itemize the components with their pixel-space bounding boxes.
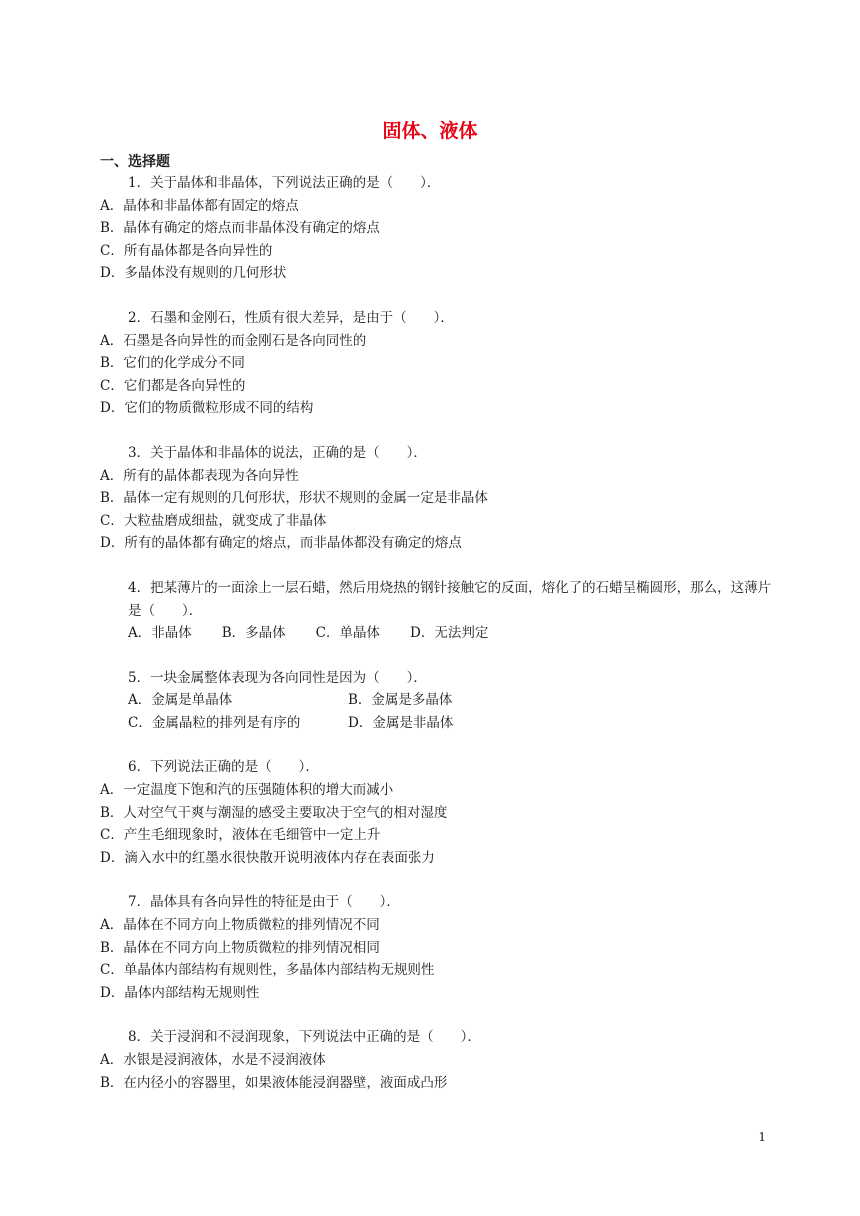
option-d: D．所有的晶体都有确定的熔点，而非晶体都没有确定的熔点: [100, 535, 462, 552]
question-3: [100, 442, 780, 555]
question-list: [100, 172, 780, 1116]
question-2: [100, 307, 780, 420]
option-a: A．晶体在不同方向上物质微粒的排列情况不同: [100, 917, 380, 934]
option-b: B．多晶体: [221, 625, 286, 642]
question-stem: 4．把某薄片的一面涂上一层石蜡，然后用烧热的钢针接触它的反面，熔化了的石蜡呈椭圆形，那么，这薄片是（ ）．: [128, 579, 772, 619]
question-stem: 1．关于晶体和非晶体，下列说法正确的是（ ）．: [128, 175, 441, 191]
option-b: B．它们的化学成分不同: [100, 355, 245, 372]
option-a: A．所有的晶体都表现为各向异性: [100, 467, 299, 484]
section-heading: 一、选择题: [100, 154, 170, 170]
question-5: [100, 667, 780, 735]
page-title: 固体、液体: [382, 120, 478, 142]
question-stem: 6．下列说法正确的是（ ）．: [128, 759, 319, 776]
options-row: [100, 622, 780, 645]
option-c: C．它们都是各向异性的: [100, 377, 246, 394]
question-stem: 7．晶体具有各向异性的特征是由于（ ）．: [128, 894, 400, 911]
option-b: B．晶体在不同方向上物质微粒的排列情况相同: [100, 939, 380, 956]
option-c: C．金属晶粒的排列是有序的: [128, 714, 301, 731]
question-6: [100, 756, 780, 869]
option-b: B．晶体一定有规则的几何形状，形状不规则的金属一定是非晶体: [100, 490, 488, 507]
option-d: D．滴入水中的红墨水很快散开说明液体内存在表面张力: [100, 849, 435, 866]
option-d: D．多晶体没有规则的几何形状: [100, 265, 287, 282]
option-a: A．晶体和非晶体都有固定的熔点: [100, 197, 299, 214]
question-stem: 3．关于晶体和非晶体的说法，正确的是（ ）．: [128, 444, 427, 461]
options-row: [100, 689, 780, 712]
option-a: A．水银是浸润液体，水是不浸润液体: [100, 1052, 326, 1068]
option-a: A．非晶体: [128, 625, 192, 642]
option-a: A．石墨是各向异性的而金刚石是各向同性的: [100, 332, 367, 349]
page-number: 1: [758, 1130, 766, 1144]
option-b: B．金属是多晶体: [348, 692, 453, 709]
option-a: A．金属是单晶体: [128, 692, 233, 709]
option-c: C．产生毛细现象时，液体在毛细管中一定上升: [100, 827, 381, 844]
question-stem: 2．石墨和金刚石，性质有很大差异，是由于（ ）．: [128, 309, 454, 326]
option-c: C．大粒盐磨成细盐，就变成了非晶体: [100, 512, 327, 529]
question-stem: 8．关于浸润和不浸润现象，下列说法中正确的是（ ）．: [128, 1029, 481, 1046]
option-d: D．它们的物质微粒形成不同的结构: [100, 400, 314, 417]
option-a: A．一定温度下饱和汽的压强随体积的增大而减小: [100, 782, 394, 799]
option-c: C．所有晶体都是各向异性的: [100, 242, 273, 259]
question-8: [100, 1026, 780, 1094]
option-d: D．无法判定: [410, 625, 489, 642]
question-4: [100, 577, 780, 645]
option-b: B．人对空气干爽与潮湿的感受主要取决于空气的相对湿度: [100, 804, 448, 821]
option-c: C．单晶体内部结构有规则性，多晶体内部结构无规则性: [100, 962, 435, 979]
options-row: [100, 712, 780, 735]
option-b: B．在内径小的容器里，如果液体能浸润器壁，液面成凸形: [100, 1074, 448, 1091]
option-b: B．晶体有确定的熔点而非晶体没有确定的熔点: [100, 220, 380, 237]
question-7: [100, 891, 780, 1004]
question-stem: 5．一块金属整体表现为各向同性是因为（ ）．: [128, 669, 427, 686]
option-d: D．金属是非晶体: [348, 714, 454, 731]
question-1: [100, 172, 780, 285]
option-d: D．晶体内部结构无规则性: [100, 984, 260, 1001]
option-c: C．单晶体: [315, 625, 381, 642]
